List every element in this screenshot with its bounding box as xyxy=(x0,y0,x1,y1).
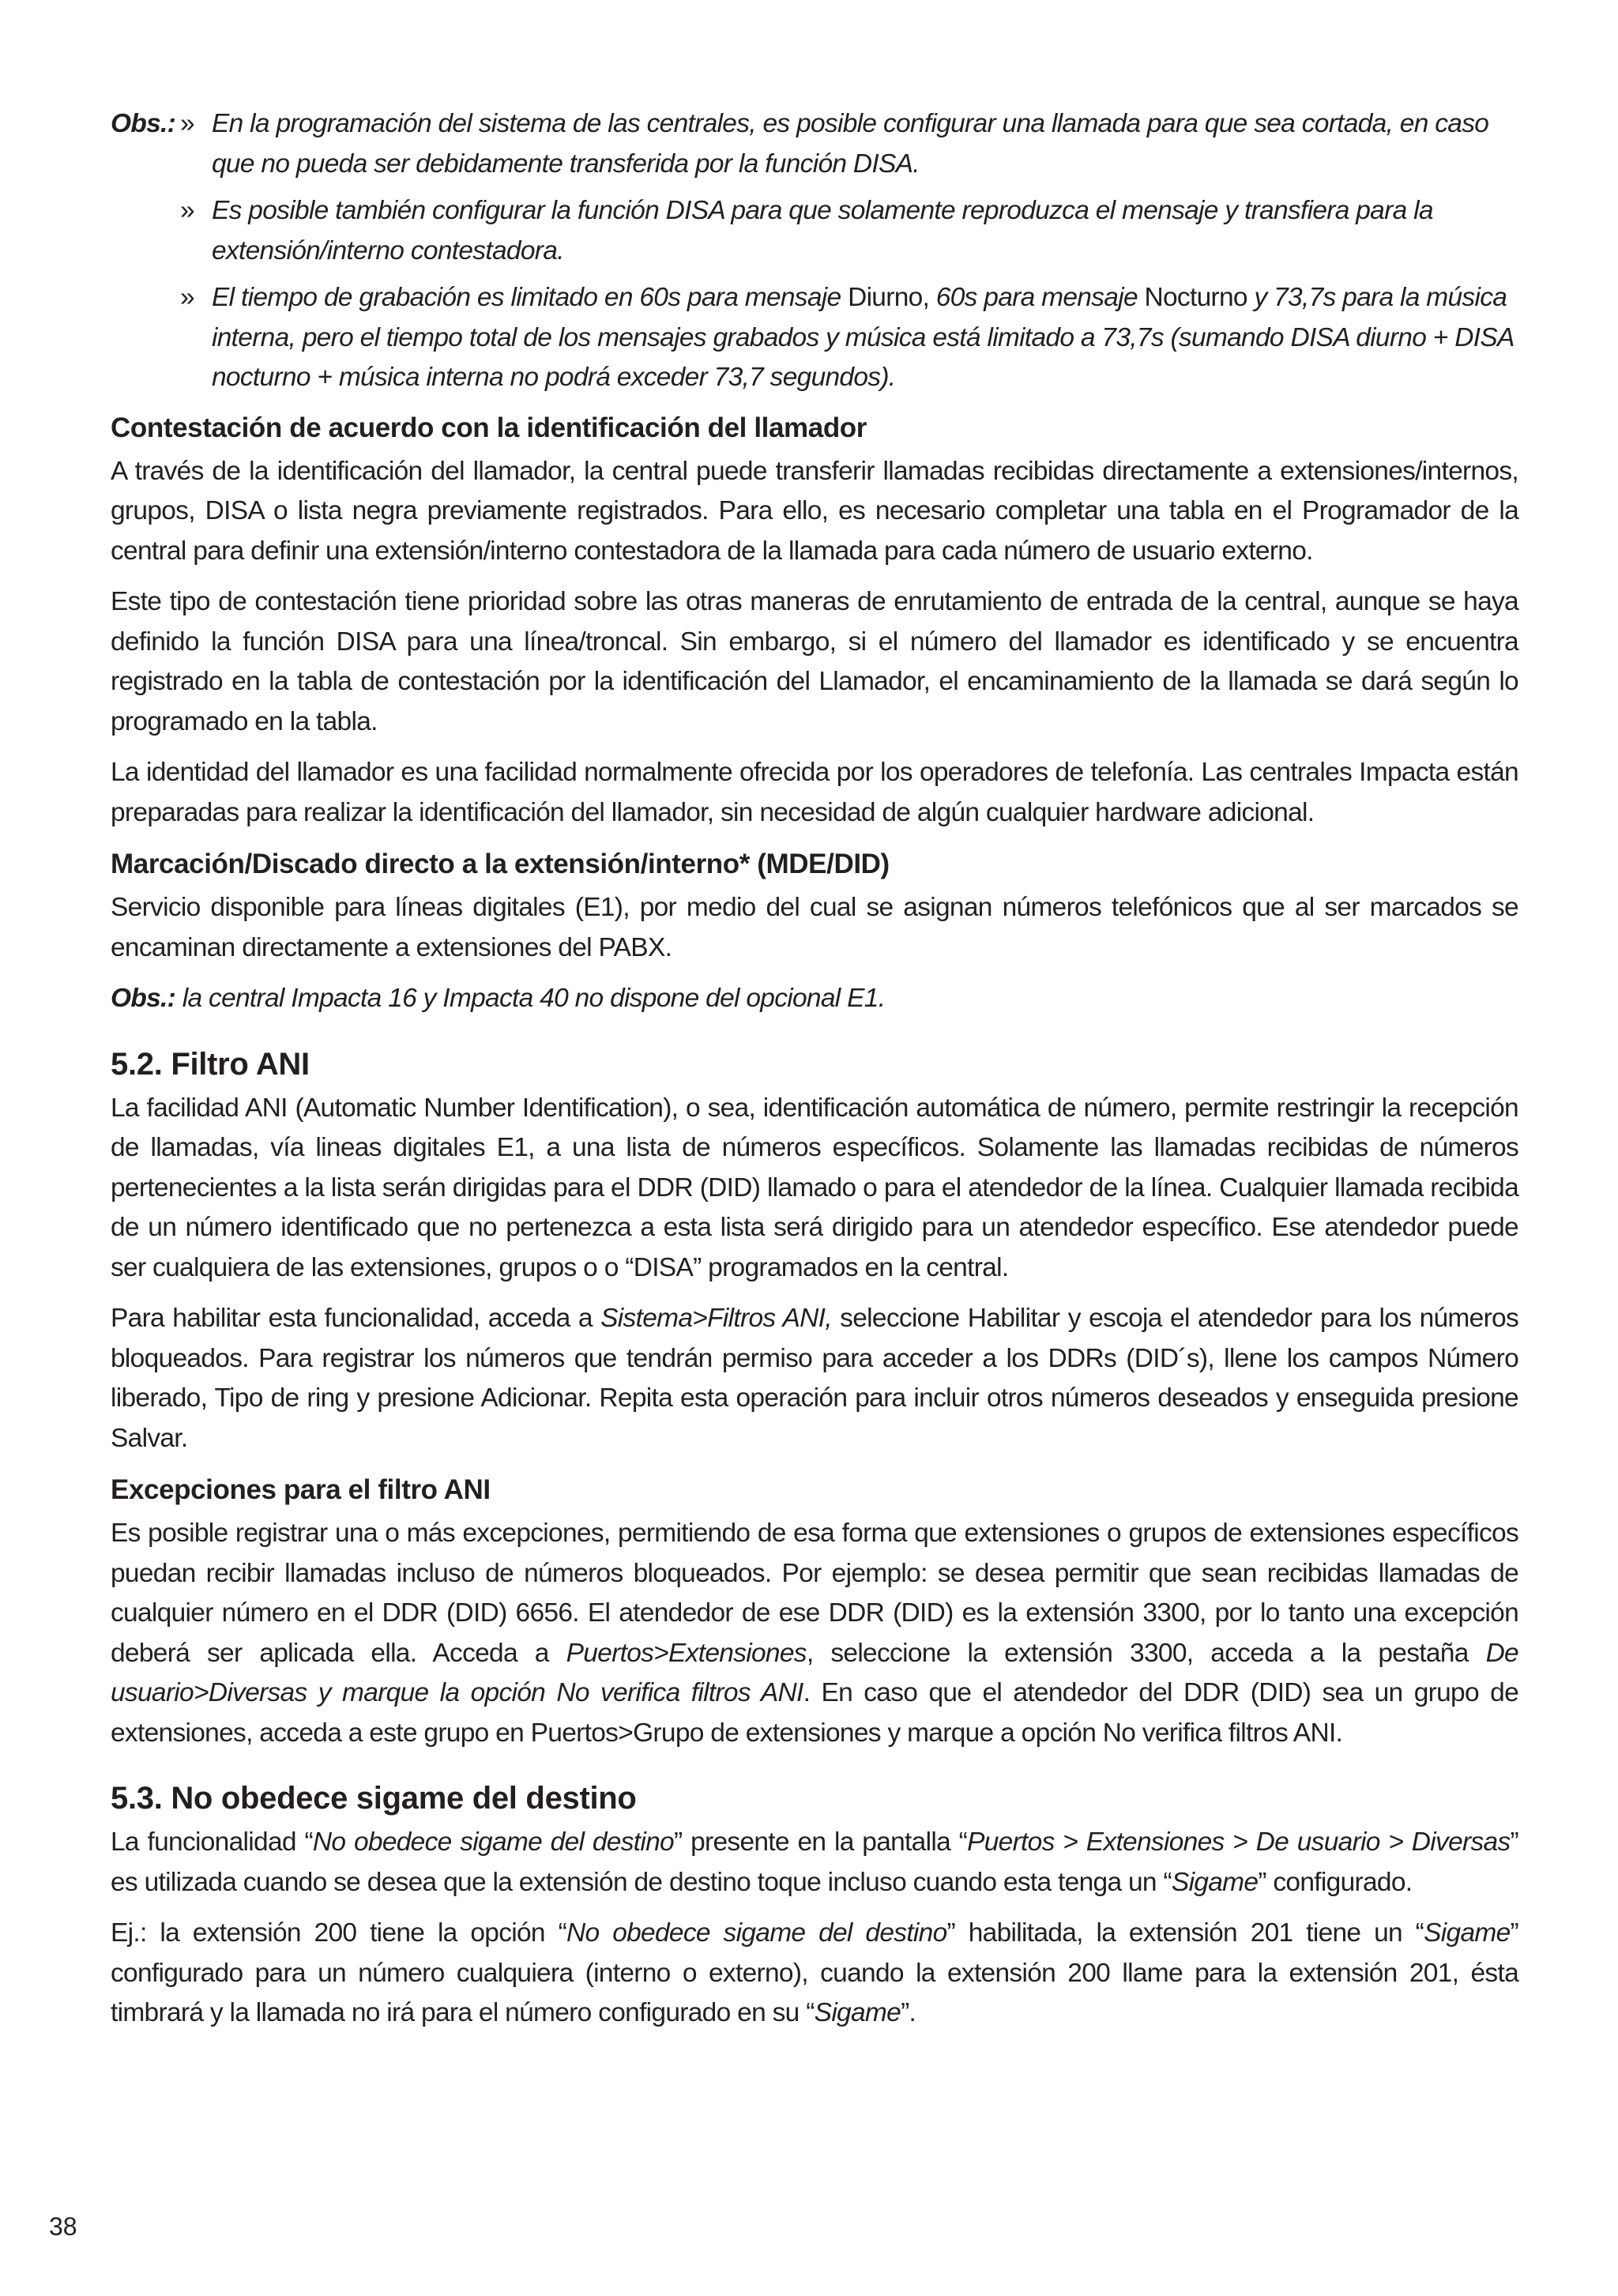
option-name: Sigame xyxy=(1424,1918,1511,1948)
text-run: Para habilitar esta funcionalidad, acceda a xyxy=(111,1304,601,1333)
text-run: Es posible registrar una o más excepciones, permitiendo de esa forma que extensiones o grupos de extensiones específicos puedan recibir llamadas incluso de números bloqueados. Por ejemplo: se desea permitir que sean recibidas llamadas de cualquier número en el DDR (DID) 6656. El atendedor de ese DDR (DID) es la extensión 3300, por lo tanto una excepción deberá ser aplicada ella. Acceda a xyxy=(111,1519,1518,1668)
obs-bullet-text: Es posible también configurar la función DISA para que solamente reproduzca el mensaje y transfiera para la extensión/interno contestadora. xyxy=(212,196,1433,265)
text-run: ” habilitada, la extensión 201 tiene un “ xyxy=(946,1918,1424,1948)
paragraph: La identidad del llamador es una facilidad normalmente ofrecida por los operadores de telefonía. Las centrales Impacta están preparadas para realizar la identificación del llamador, sin necesidad de algún cualquier hardware adicional. xyxy=(111,758,1518,827)
section-heading-caller-id: Contestación de acuerdo con la identificación del llamador xyxy=(111,412,867,443)
text-run: 60s para mensaje xyxy=(935,283,1138,312)
paragraph: A través de la identificación del llamador, la central puede transferir llamadas recibidas directamente a extensiones/internos, grupos, DISA o lista negra previamente registrados. Para ello, es necesario completar una tabla en el Programador de la central para definir una extensión/interno contestadora de la llamada para cada número de usuario externo. xyxy=(111,456,1518,566)
option-name: No obedece sigame del destino xyxy=(312,1827,674,1857)
text-run: Ej.: la extensión 200 tiene la opción “ xyxy=(111,1918,567,1948)
paragraph: La facilidad ANI (Automatic Number Identification), o sea, identificación automática de número, permite restringir la recepción de llamadas, vía lineas digitales E1, a una lista de números específicos. Solamente las llamadas recibidas de números pertenecientes a la lista serán dirigidas para el DDR (DID) llamado o para el atendedor de la línea. Cualquier llamada recibida de un número identificado que no pertenezca a esta lista será dirigido para un atendedor específico. Ese atendedor puede ser cualquiera de las extensiones, grupos o o “DISA” programados en la central. xyxy=(111,1093,1518,1282)
paragraph xyxy=(111,1514,1518,1753)
obs-label: Obs.: xyxy=(111,984,176,1013)
obs-note-text: la central Impacta 16 y Impacta 40 no dispone del opcional E1. xyxy=(175,984,886,1013)
text-run: ” configurado para un número cualquiera (interno o externo), cuando la extensión 200 llame para la extensión 201, ésta timbrará y la llamada no irá para el número configurado en su “ xyxy=(111,1918,1518,2027)
text-run: ” es utilizada cuando se desea que la extensión de destino toque incluso cuando esta tenga un “ xyxy=(111,1827,1518,1897)
text-run: seleccione Habilitar y escoja el atendedor para los números bloqueados. Para registrar los números que tendrán permiso para acceder a los DDRs (DID´s), llene los campos Número liberado, Tipo de ring y presione Adicionar. Repita esta operación para incluir otros números deseados y enseguida presione Salvar. xyxy=(111,1304,1519,1453)
paragraph: Servicio disponible para líneas digitales (E1), por medio del cual se asignan números telefónicos que al ser marcados se encaminan directamente a extensiones del PABX. xyxy=(111,893,1518,962)
obs-bullet-text xyxy=(212,283,1513,392)
obs-bullet-text: En la programación del sistema de las centrales, es posible configurar una llamada para que sea cortada, en caso que no pueda ser debidamente transferida por la función DISA. xyxy=(212,109,1489,179)
paragraph xyxy=(111,1299,1518,1459)
section-heading-ani: 5.2. Filtro ANI xyxy=(111,1046,310,1082)
text-run: La funcionalidad “ xyxy=(111,1827,313,1857)
menu-path: Sistema>Filtros ANI, xyxy=(600,1304,832,1333)
text-run: . En caso que el atendedor del DDR (DID) sea un grupo de extensiones, acceda a este grupo en Puertos>Grupo de extensiones y marque a opción No verifica filtros ANI. xyxy=(111,1678,1518,1748)
page-number: 38 xyxy=(49,2212,77,2241)
menu-path: Puertos > Extensiones > De usuario > Diversas xyxy=(967,1827,1511,1857)
document-page xyxy=(111,104,1518,2045)
obs-bullet-item xyxy=(180,104,1518,184)
obs-note xyxy=(111,979,1518,1019)
menu-path: Puertos>Extensiones xyxy=(566,1638,807,1668)
obs-block xyxy=(111,104,1518,398)
obs-label: Obs.: xyxy=(111,109,176,138)
text-run: ” configurado. xyxy=(1258,1867,1413,1897)
text-run: Nocturno xyxy=(1137,283,1255,312)
text-run: ” presente en la pantalla “ xyxy=(674,1827,968,1857)
section-heading-follow: 5.3. No obedece sigame del destino xyxy=(111,1781,637,1816)
paragraph: Este tipo de contestación tiene prioridad sobre las otras maneras de enrutamiento de entrada de la central, aunque se haya definido la función DISA para una línea/troncal. Sin embargo, si el número del llamador es identificado y se encuentra registrado en la tabla de contestación por la identificación del Llamador, el encaminamiento de la llamada se dará según lo programado en la tabla. xyxy=(111,587,1518,736)
bullet-marker: » xyxy=(180,283,194,312)
option-name: Sigame xyxy=(1171,1867,1259,1897)
text-run: y 73,7s para la música interna, pero el tiempo total de los mensajes grabados y música está limitado a 73,7s (sumando DISA diurno + DISA nocturno + música interna no podrá exceder 73,7 segundos). xyxy=(212,283,1514,392)
menu-path: De usuario>Diversas y marque la opción No verifica filtros ANI xyxy=(111,1638,1518,1707)
obs-bullet-item xyxy=(180,191,1518,271)
text-run: El tiempo de grabación es limitado en 60s para mensaje xyxy=(212,283,841,312)
section-heading-mde: Marcación/Discado directo a la extensión/interno* (MDE/DID) xyxy=(111,849,890,879)
bullet-marker: » xyxy=(180,109,194,138)
text-run: , seleccione la extensión 3300, acceda a la pestaña xyxy=(806,1638,1486,1668)
obs-bullet-item xyxy=(180,278,1518,398)
bullet-marker: » xyxy=(180,196,194,225)
text-run: Diurno, xyxy=(841,283,936,312)
paragraph xyxy=(111,1914,1518,2034)
option-name: Sigame xyxy=(814,1998,901,2027)
option-name: No obedece sigame del destino xyxy=(566,1918,947,1948)
text-run: ”. xyxy=(901,1998,916,2027)
section-heading-exceptions: Excepciones para el filtro ANI xyxy=(111,1474,491,1505)
paragraph xyxy=(111,1823,1518,1903)
